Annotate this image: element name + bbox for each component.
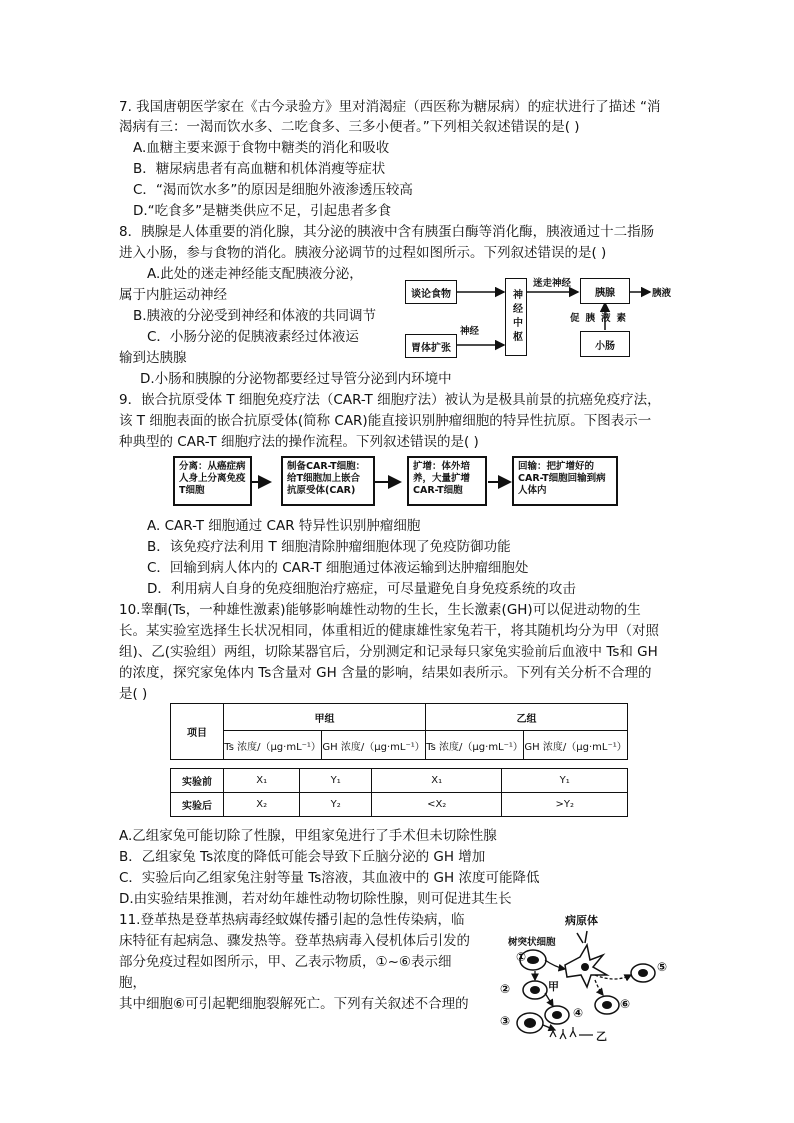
table-cell: X₂ xyxy=(224,793,300,817)
q10-table-header xyxy=(170,703,628,760)
q10-stem-line4: 的浓度，探究家兔体内 Ts含量对 GH 含量的影响，结果如表所示。下列有关分析不合理的 xyxy=(119,665,652,681)
q10-table-body xyxy=(170,768,628,817)
q10-stem-line2: 长。某实验室选择生长状况相同，体重相近的健康雄性家兔若干，将其随机均分为甲（对照 xyxy=(119,623,659,639)
nerve-label: 神经 xyxy=(460,326,480,337)
pathogen-label: 病原体 xyxy=(565,914,598,927)
q8-option-c-line2: 输到达胰腺 xyxy=(119,350,187,366)
q8-option-b: B.胰液的分泌受到神经和体液的共同调节 xyxy=(133,308,377,324)
cell-2-icon xyxy=(523,981,547,999)
table-gh-header-b: GH 浓度/（μg·mL⁻¹） xyxy=(524,731,628,760)
cell-1-label: ① xyxy=(516,950,527,964)
intestine-box: 小肠 xyxy=(580,331,630,357)
table-cell: Y₂ xyxy=(300,793,372,817)
stomach-expansion-box: 胃体扩张 xyxy=(405,334,457,358)
q10-option-b: B．乙组家兔 Ts浓度的降低可能会导致下丘脑分泌的 GH 增加 xyxy=(119,849,486,865)
nerve-center-box: 神经中枢 xyxy=(505,278,527,356)
q10-option-a: A.乙组家兔可能切除了性腺，甲组家兔进行了手术但未切除性腺 xyxy=(119,828,497,844)
q7-stem-line1: 7. 我国唐朝医学家在《古今录验方》里对消渴症（西医称为糖尿病）的症状进行了描述 “消 xyxy=(119,99,661,115)
q7-option-d: D.“吃食多”是糖类供应不足，引起患者多食 xyxy=(133,203,392,219)
cell-6-icon xyxy=(595,996,619,1014)
q8-option-d: D.小肠和胰腺的分泌物都要经过导管分泌到内环境中 xyxy=(140,371,452,387)
q10-stem-line1: 10.睾酮(Ts，一种雄性激素)能够影响雄性动物的生长，生长激素(GH)可以促进动物的生 xyxy=(119,602,641,618)
q10-option-d: D.由实验结果推测，若对幼年雄性动物切除性腺，则可促进其生长 xyxy=(119,891,512,907)
q11-stem-line2: 床特征有起病急、骤发热等。登革热病毒入侵机体后引发的 xyxy=(119,933,470,949)
dendritic-cell-icon xyxy=(565,945,607,987)
table-cell: X₁ xyxy=(224,769,300,793)
table-group-b-header: 乙组 xyxy=(425,704,627,731)
q8-stem-line1: 8．胰腺是人体重要的消化腺，其分泌的胰液中含有胰蛋白酶等消化酶，胰液通过十二指肠 xyxy=(119,224,655,240)
table-row-label-before: 实验前 xyxy=(171,769,224,793)
substance-yi-label: 乙 xyxy=(596,1030,607,1043)
cell-3-label: ③ xyxy=(500,1014,511,1028)
q10-stem-line3: 组)、乙(实验组）两组，切除某器官后，分别测定和记录每只家兔实验前后血液中 Ts和 GH xyxy=(119,644,658,660)
table-group-a-header: 甲组 xyxy=(224,704,426,731)
q8-option-a-line2: 属于内脏运动神经 xyxy=(119,287,227,303)
q7-option-a: A.血糖主要来源于食物中糖类的消化和吸收 xyxy=(133,140,390,156)
table-cell: >Y₂ xyxy=(502,793,628,817)
antibody-icon xyxy=(550,1027,576,1039)
q7-option-c: C．“渴而饮水多”的原因是细胞外液渗透压较高 xyxy=(133,182,413,198)
q7-stem-line2: 渴病有三：一渴而饮水多、二吃食多、三多小便者。”下列相关叙述错误的是( ) xyxy=(119,119,580,135)
q9-option-b: B．该免疫疗法利用 T 细胞清除肿瘤细胞体现了免疫防御功能 xyxy=(147,539,511,555)
q11-stem-line3: 部分免疫过程如图所示，甲、乙表示物质，①~⑥表示细 xyxy=(119,954,452,970)
q11-stem-line5: 其中细胞⑥可引起靶细胞裂解死亡。下列有关叙述不合理的 xyxy=(119,996,469,1012)
cell-6-label: ⑥ xyxy=(620,997,631,1011)
pancreatic-juice-label: 胰液 xyxy=(652,288,672,299)
table-cell: Y₁ xyxy=(300,769,372,793)
q9-stem-line3: 种典型的 CAR-T 细胞疗法的操作流程。下列叙述错误的是( ) xyxy=(119,434,479,450)
flow-step-prepare: 制备CAR-T细胞：给T细胞加上嵌合抗原受体(CAR) xyxy=(281,456,375,506)
q10-stem-line5: 是( ) xyxy=(119,686,148,702)
q9-option-d: D．利用病人自身的免疫细胞治疗癌症，可尽量避免自身免疫系统的攻击 xyxy=(147,581,576,597)
cell-4-icon xyxy=(545,1006,569,1024)
flow-step-expand: 扩增：体外培养，大量扩增CAR-T细胞 xyxy=(407,456,487,506)
table-cell: <X₂ xyxy=(372,793,502,817)
q10-option-c: C．实验后向乙组家兔注射等量 Ts溶液，其血液中的 GH 浓度可能降低 xyxy=(119,870,540,886)
flow-step-separate: 分离：从癌症病人身上分离免疫T细胞 xyxy=(173,456,252,506)
dendritic-cell-label: 树突状细胞 xyxy=(508,937,556,948)
q9-option-a: A. CAR-T 细胞通过 CAR 特异性识别肿瘤细胞 xyxy=(147,518,421,534)
cell-2-label: ② xyxy=(500,982,511,996)
q8-stem-line2: 进入小肠，参与食物的消化。胰液分泌调节的过程如图所示。下列叙述错误的是( ) xyxy=(119,245,607,261)
substance-jia-label: 甲 xyxy=(548,980,559,993)
q9-option-c: C．回输到病人体内的 CAR-T 细胞通过体液运输到达肿瘤细胞处 xyxy=(147,560,529,576)
cell-5-icon xyxy=(631,964,655,982)
table-cell: X₁ xyxy=(372,769,502,793)
vagus-nerve-label: 迷走神经 xyxy=(533,278,572,289)
secretin-label: 促胰液素 xyxy=(570,313,633,324)
table-cell: Y₁ xyxy=(502,769,628,793)
q9-stem-line2: 该 T 细胞表面的嵌合抗原受体(简称 CAR)能直接识别肿瘤细胞的特异性抗原。下图表示一 xyxy=(119,413,652,429)
table-gh-header-a: GH 浓度/（μg·mL⁻¹） xyxy=(322,731,426,760)
table-ts-header-b: Ts 浓度/（μg·mL⁻¹） xyxy=(425,731,523,760)
pancreas-box: 胰腺 xyxy=(580,278,630,304)
cell-3-icon xyxy=(517,1013,543,1033)
cell-5-label: ⑤ xyxy=(657,960,668,974)
q8-option-a-line1: A.此处的迷走神经能支配胰液分泌， xyxy=(147,266,363,282)
q11-stem-line4: 胞， xyxy=(119,975,146,991)
q7-option-b: B．糖尿病患者有高血糖和机体消瘦等症状 xyxy=(133,161,386,177)
q9-stem-line1: 9．嵌合抗原受体 T 细胞免疫疗法（CAR-T 细胞疗法）被认为是极具前景的抗癌免疫疗法， xyxy=(119,392,661,408)
pathogen-icon xyxy=(577,931,587,943)
table-ts-header-a: Ts 浓度/（μg·mL⁻¹） xyxy=(224,731,322,760)
flow-step-reinfuse: 回输：把扩增好的CAR-T细胞回输到病人体内 xyxy=(512,456,618,506)
cell-4-label: ④ xyxy=(573,1006,584,1020)
table-row-label-after: 实验后 xyxy=(171,793,224,817)
table-item-header: 项目 xyxy=(171,704,224,760)
q8-option-c-line1: C．小肠分泌的促胰液素经过体液运 xyxy=(147,329,359,345)
food-talk-box: 谈论食物 xyxy=(405,280,457,304)
q11-stem-line1: 11.登革热是登革热病毒经蚊媒传播引起的急性传染病，临 xyxy=(119,912,465,928)
